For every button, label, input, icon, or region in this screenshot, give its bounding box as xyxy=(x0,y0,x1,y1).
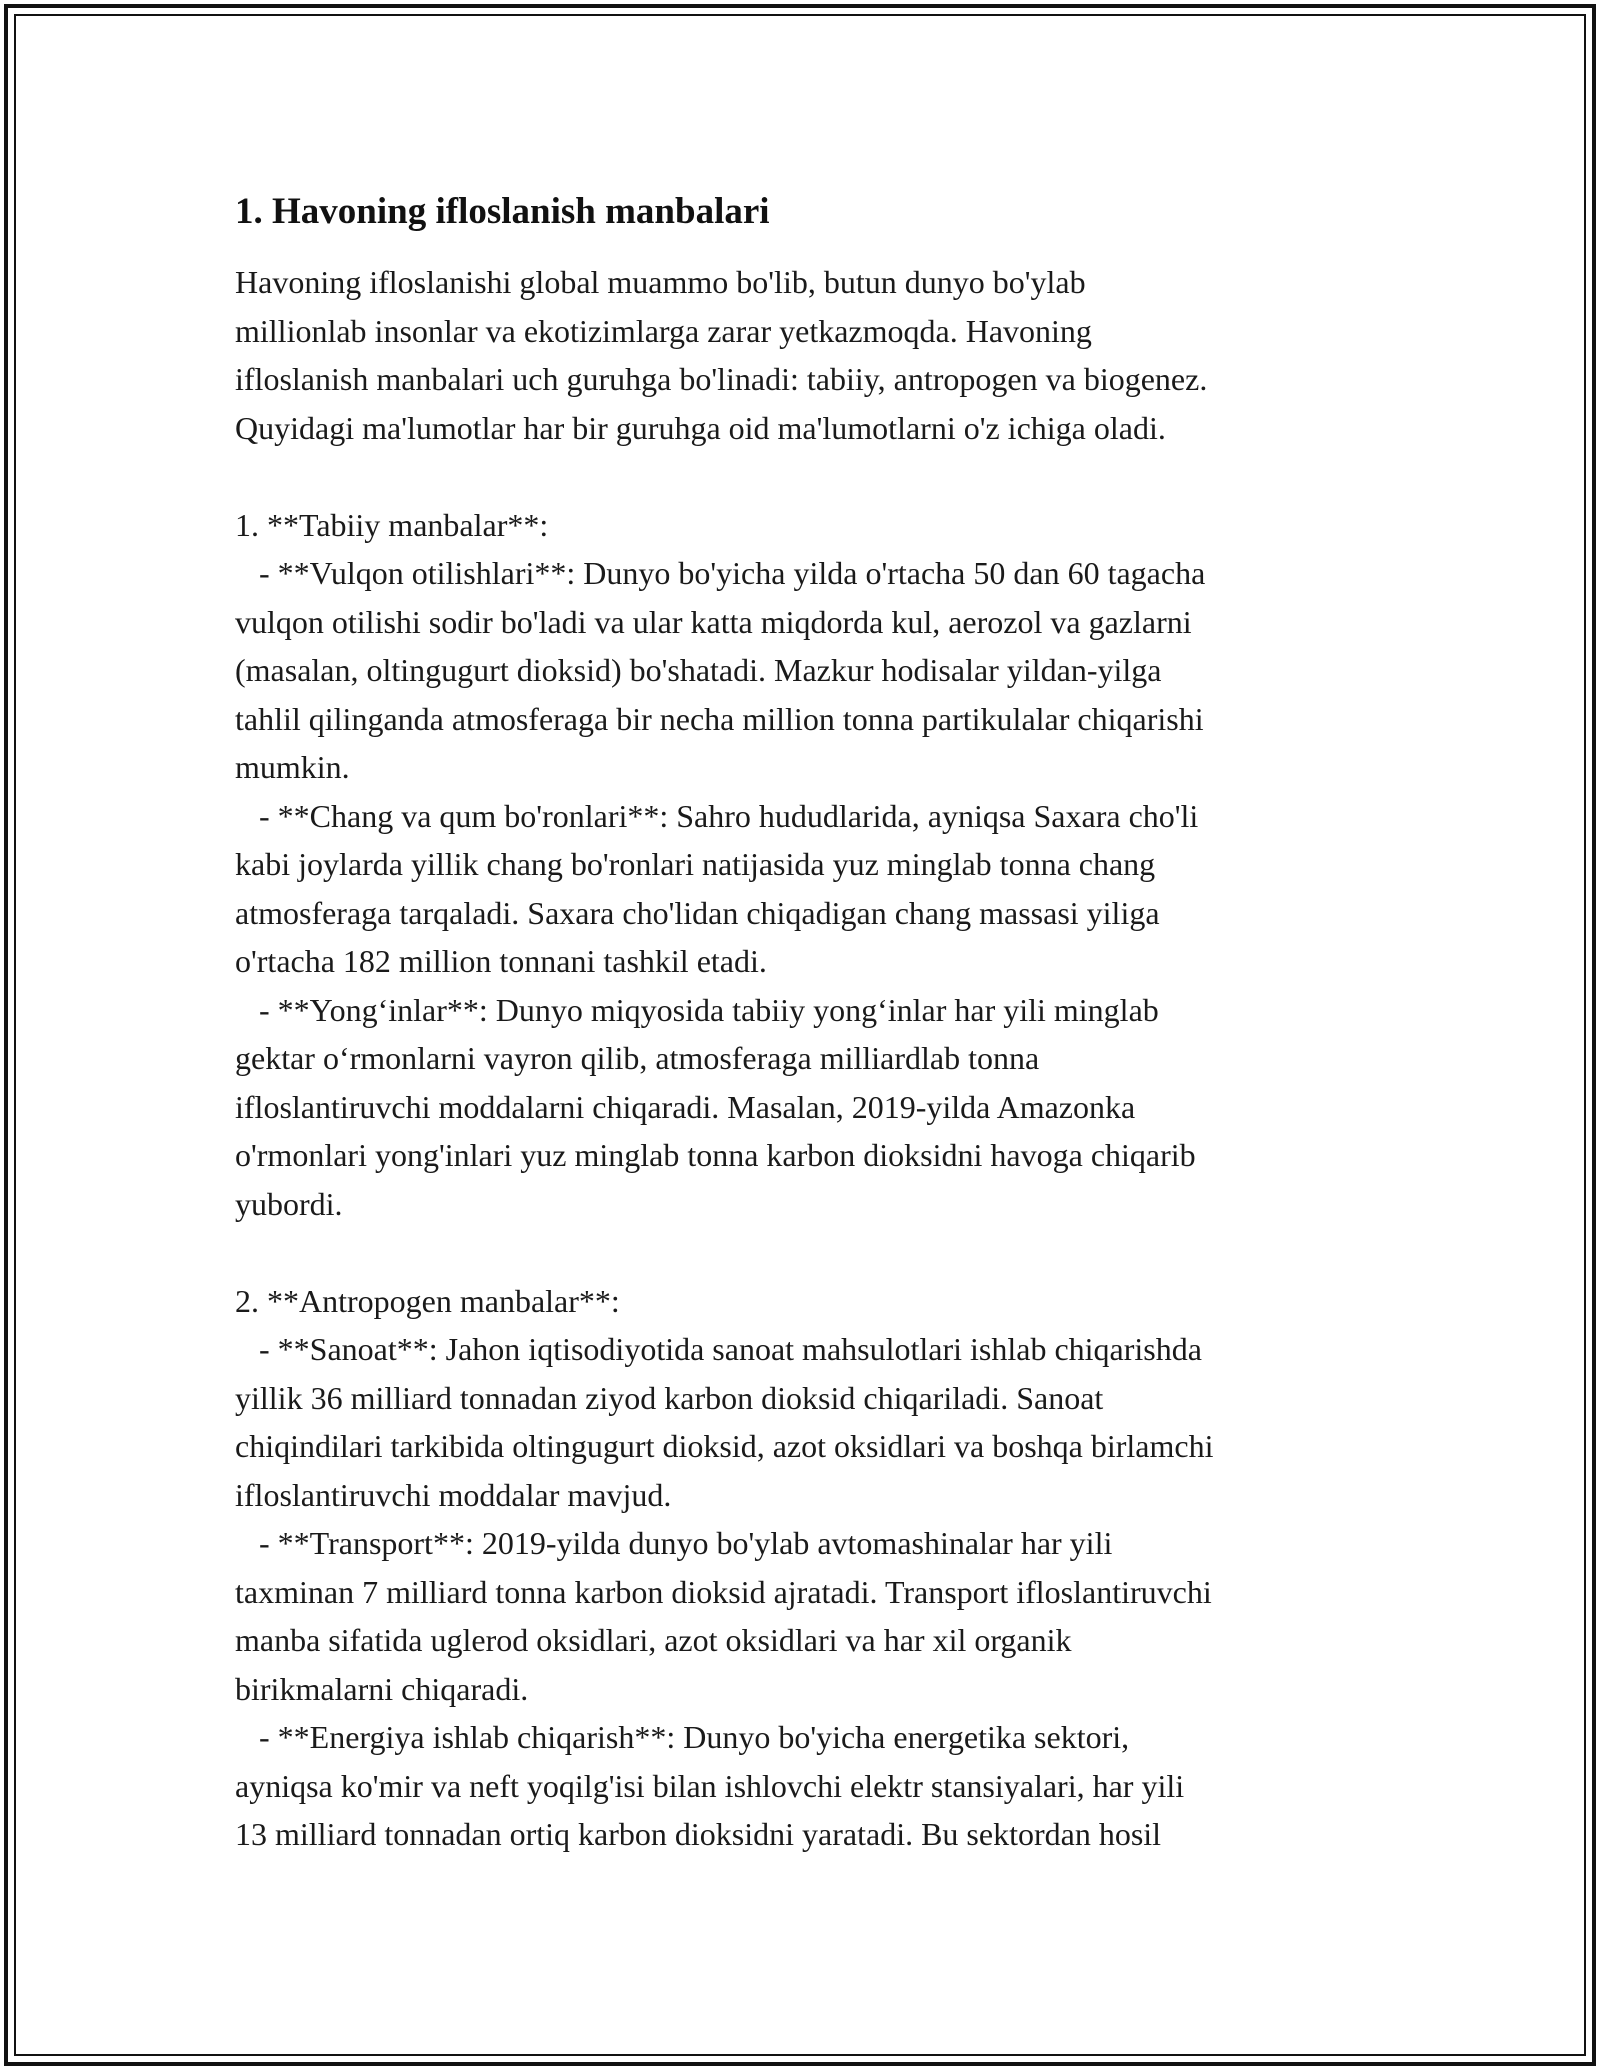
text-line: ifloslanish manbalari uch guruhga bo'linadi: tabiiy, antropogen va biogenez. xyxy=(235,361,1208,397)
text-line: Quyidagi ma'lumotlar har bir guruhga oid ma'lumotlarni o'z ichiga oladi. xyxy=(235,409,1166,446)
text-line: - **Chang va qum bo'ronlari**: Sahro hududlarida, ayniqsa Saxara cho'li xyxy=(235,797,1199,834)
text-line: ifloslantiruvchi moddalarni chiqaradi. Masalan, 2019-yilda Amazonka xyxy=(235,1088,1136,1125)
text-line: 1. **Tabiiy manbalar**: xyxy=(235,506,549,543)
text-line: - **Yong‘inlar**: Dunyo miqyosida tabiiy yong‘inlar har yili minglab xyxy=(235,991,1159,1028)
text-line: o'rmonlari yong'inlari yuz minglab tonna karbon dioksidni havoga chiqarib xyxy=(235,1137,1196,1173)
text-line: gektar o‘rmonlarni vayron qilib, atmosferaga milliardlab tonna xyxy=(235,1040,1040,1076)
text-line: - **Transport**: 2019-yilda dunyo bo'ylab avtomashinalar har yili xyxy=(235,1525,1113,1561)
section-heading: 1. Havoning ifloslanish manbalari xyxy=(235,191,770,232)
text-line: millionlab insonlar va ekotizimlarga zarar yetkazmoqda. Havoning xyxy=(235,312,1092,349)
document-body xyxy=(235,186,1375,1859)
text-line: kabi joylarda yillik chang bo'ronlari natijasida yuz minglab tonna chang xyxy=(235,846,1156,882)
text-line: Havoning ifloslanishi global muammo bo'lib, butun dunyo bo'ylab xyxy=(235,264,1086,300)
text-line xyxy=(235,1228,1375,1277)
text-line: tahlil qilinganda atmosferaga bir necha million tonna partikulalar chiqarishi xyxy=(235,700,1204,737)
text-line: - **Sanoat**: Jahon iqtisodiyotida sanoat mahsulotlari ishlab chiqarishda xyxy=(235,1331,1202,1367)
text-line: - **Energiya ishlab chiqarish**: Dunyo bo'yicha energetika sektori, xyxy=(235,1719,1130,1755)
text-line: yillik 36 milliard tonnadan ziyod karbon dioksid chiqariladi. Sanoat xyxy=(235,1379,1104,1416)
text-line xyxy=(235,452,1375,501)
text-line: 2. **Antropogen manbalar**: xyxy=(235,1282,620,1319)
text-line: manba sifatida uglerod oksidlari, azot oksidlari va har xil organik xyxy=(235,1622,1072,1658)
text-line: vulqon otilishi sodir bo'ladi va ular katta miqdorda kul, aerozol va gazlarni xyxy=(235,603,1192,640)
text-line: ifloslantiruvchi moddalar mavjud. xyxy=(235,1476,672,1513)
text-line: 13 milliard tonnadan ortiq karbon dioksidni yaratadi. Bu sektordan hosil xyxy=(235,1816,1162,1852)
text-line: - **Vulqon otilishlari**: Dunyo bo'yicha yilda o'rtacha 50 dan 60 tagacha xyxy=(235,555,1206,591)
text-line: (masalan, oltingugurt dioksid) bo'shatadi. Mazkur hodisalar yildan-yilga xyxy=(235,652,1162,688)
text-line: ayniqsa ko'mir va neft yoqilg'isi bilan ishlovchi elektr stansiyalari, har yili xyxy=(235,1767,1185,1804)
text-line: taxminan 7 milliard tonna karbon dioksid ajratadi. Transport ifloslantiruvchi xyxy=(235,1573,1212,1610)
text-line: birikmalarni chiqaradi. xyxy=(235,1670,529,1707)
text-line: mumkin. xyxy=(235,749,350,785)
text-line: yubordi. xyxy=(235,1185,343,1222)
document-text xyxy=(235,258,1375,1859)
text-line: atmosferaga tarqaladi. Saxara cho'lidan chiqadigan chang massasi yiliga xyxy=(235,894,1160,931)
text-line: o'rtacha 182 million tonnani tashkil etadi. xyxy=(235,943,767,979)
text-line: chiqindilari tarkibida oltingugurt dioksid, azot oksidlari va boshqa birlamchi xyxy=(235,1428,1214,1464)
